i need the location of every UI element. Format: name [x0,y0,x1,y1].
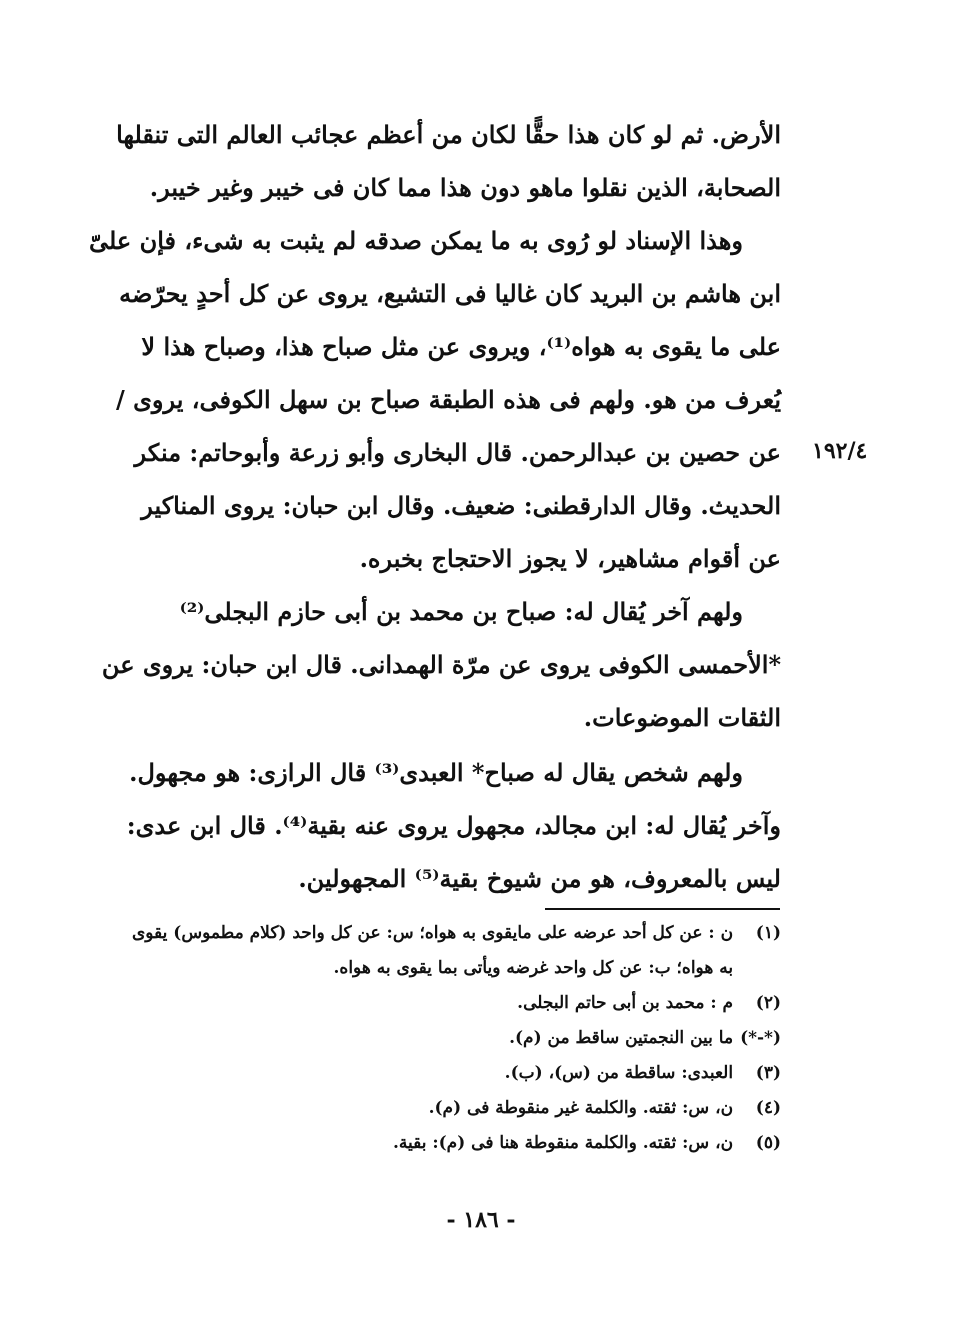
footnote-number: (٢) [755,993,781,1013]
footnote [78,1126,781,1161]
text-line: يُعرف من هو. ولهم فى هذه الطبقة صباح بن سهل الكوفى، يروى / [116,385,781,414]
margin-page-reference: ١٩٢/٤ [812,438,868,464]
footnote-text: به هواه؛ ب: عن كل واحد غرضه ويأتى بما يقوى به هواه. [333,958,734,978]
text-line: عن أقوام مشاهير، لا يجوز الاحتجاج بخبره. [359,544,781,573]
text-line: الحديث. وقال الدارقطنى: ضعيف. وقال ابن حبان: يروى المناكير [141,491,781,520]
footnote-number: (٥) [755,1133,781,1153]
text-line: عن حصين بن عبدالرحمن. قال البخارى وأبو زرعة وأبوحاتم: منكر [134,438,781,467]
text-line: الأرض. ثم لو كان هذا حقًّا لكان من أعظم عجائب العالم التى تنقلها [116,120,781,149]
footnote-text: ما بين النجمتين ساقط من (م). [509,1028,734,1048]
footnote-continuation [78,951,781,986]
page-number: - ١٨٦ - [446,1207,516,1233]
footnotes [78,916,781,1161]
footnote [78,1091,781,1126]
footnote [78,986,781,1021]
text-line: وآخر يُقال له: ابن مجالد، مجهول يروى عنه بقية⁽⁴⁾. قال ابن عدى: [126,811,781,840]
footnote-text: ن، س: ثقته. والكلمة منقوطة هنا فى (م): بقية. [392,1133,734,1153]
footnote-number: (٤) [755,1098,781,1118]
text-line: *الأحمسى الكوفى يروى عن مرّة الهمدانى. قال ابن حبان: يروى عن [101,650,781,679]
footnote-text: العبدى: ساقطة من (س)، (ب). [504,1063,734,1083]
footnote-text: م : محمد بن أبى حاتم البجلى. [517,993,734,1013]
footnote-number: (*-*) [740,1028,781,1048]
text-line: على ما يقوى به هواه⁽¹⁾، ويروى عن مثل صباح هذا، وصباح هذا لا [141,332,781,361]
footnote-number: (٣) [755,1063,781,1083]
text-line: ليس بالمعروف، هو من شيوخ بقية⁽⁵⁾ المجهولين. [298,864,781,893]
footnote [78,916,781,951]
text-line: الثقات الموضوعات. [583,703,781,732]
footnote-text: ن : عن كل أحد عرضه على مايقوى به هواه؛ س: عن كل واحد (كلام مطموس) يقوى [131,923,734,943]
footnote-text: ن، س: ثقته. والكلمة غير منقوطة فى (م). [428,1098,734,1118]
footnote-number: (١) [755,923,781,943]
main-text [78,108,781,905]
footnote-separator [545,908,780,910]
text-line: ابن هاشم بن البريد كان غاليا فى التشيع، يروى عن كل أحدٍ يحرّضه [119,279,781,308]
text-line: ولهم آخر يُقال له: صباح بن محمد بن أبى حازم البجلى⁽²⁾ [179,597,743,626]
text-line: الصحابة، الذين نقلوا ماهو دون هذا مما كان فى خيبر وغير خيبر. [149,173,781,202]
footnote [78,1056,781,1091]
text-line: وهذا الإسناد لو رُوى به ما يمكن صدقه لم يثبت به شىء، فإن علىّ [88,226,743,255]
text-line: ولهم شخص يقال له صباح* العبدى⁽³⁾ قال الرازى: هو مجهول. [129,758,743,787]
footnote [78,1021,781,1056]
